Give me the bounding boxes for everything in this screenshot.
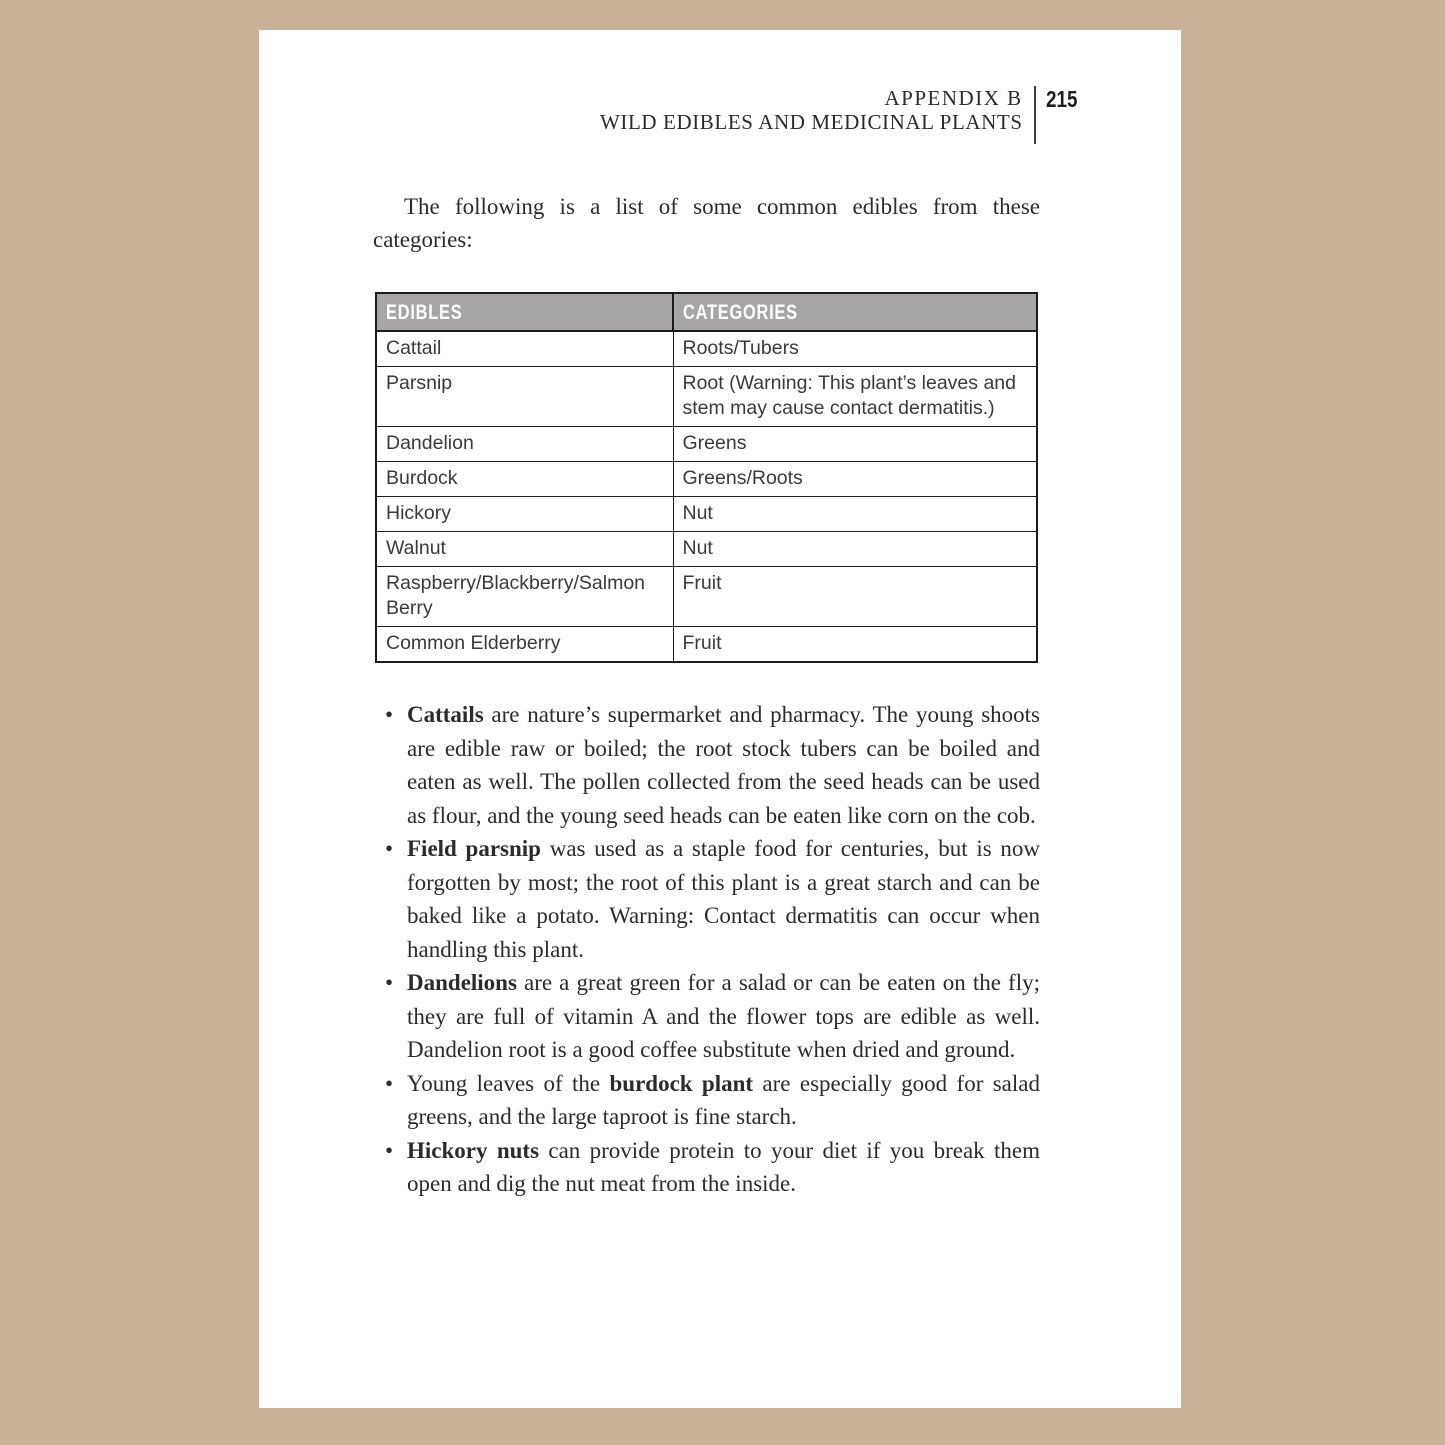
header-divider-rule <box>1034 86 1036 144</box>
bullet-text: are a great green for a salad or can be eaten on the fly; they are full of vitamin A and the flower tops are edible as well. Dandelion root is a good coffee substitute when dried and ground. <box>407 970 1040 1062</box>
edible-cell: Hickory <box>376 497 673 532</box>
edible-cell: Burdock <box>376 462 673 497</box>
page-number: 215 <box>1045 86 1078 112</box>
book-page <box>259 30 1181 1408</box>
appendix-label: APPENDIX B <box>884 86 1023 110</box>
chapter-title: WILD EDIBLES AND MEDICINAL PLANTS <box>599 110 1023 134</box>
edible-cell: Dandelion <box>376 427 673 462</box>
column-header-edibles-label: EDIBLES <box>386 300 463 324</box>
table-row <box>376 497 1037 532</box>
header-titles <box>600 86 1023 134</box>
bullet-text: was used as a staple food for centuries, but is now forgotten by most; the root of this plant is a great starch and can be baked like a potato. Warning: Contact dermatitis can occur when handling this plant. <box>407 836 1040 962</box>
bullet-icon: • <box>385 836 394 861</box>
category-cell: Root (Warning: This plant’s leaves and stem may cause contact dermatitis.) <box>673 367 1037 427</box>
category-cell: Nut <box>673 497 1037 532</box>
edible-cell: Cattail <box>376 331 673 367</box>
bullet-icon: • <box>385 702 394 727</box>
table-row <box>376 567 1037 627</box>
table-row <box>376 331 1037 367</box>
table-row <box>376 427 1037 462</box>
bullet-lead-in: Field parsnip <box>407 836 541 861</box>
list-item <box>385 832 1040 966</box>
list-item <box>385 1134 1040 1201</box>
column-header-edibles <box>376 293 673 331</box>
category-cell: Fruit <box>673 627 1037 663</box>
column-header-categories <box>673 293 1037 331</box>
bullet-text: can provide protein to your diet if you break them open and dig the nut meat from the inside. <box>407 1137 1040 1196</box>
bullet-lead-in: Dandelions <box>407 970 517 995</box>
bullet-text: are especially good for salad greens, and the large taproot is fine starch. <box>407 1070 1040 1129</box>
table-header-row <box>376 293 1037 331</box>
edible-cell: Common Elderberry <box>376 627 673 663</box>
list-item <box>385 966 1040 1067</box>
bullet-text: Young leaves of the <box>407 1070 610 1096</box>
bullet-icon: • <box>385 1070 394 1096</box>
bullet-text: are nature’s supermarket and pharmacy. The young shoots are edible raw or boiled; the root stock tubers can be boiled and eaten as well. The pollen collected from the seed heads can be used as flour, and the young seed heads can be eaten like corn on the cob. <box>407 702 1040 828</box>
category-cell: Nut <box>673 532 1037 567</box>
table-row <box>376 462 1037 497</box>
table-row <box>376 532 1037 567</box>
category-cell: Greens <box>673 427 1037 462</box>
list-item <box>385 698 1040 832</box>
column-header-categories-label: CATEGORIES <box>683 300 798 324</box>
category-cell: Fruit <box>673 567 1037 627</box>
bullet-icon: • <box>385 1137 394 1163</box>
category-cell: Greens/Roots <box>673 462 1037 497</box>
edibles-table <box>375 292 1038 663</box>
bullet-bold-term: burdock plant <box>609 1070 754 1096</box>
list-item <box>385 1067 1040 1134</box>
intro-paragraph: The following is a list of some common edibles from these categories: <box>373 194 1040 252</box>
edible-cell: Parsnip <box>376 367 673 427</box>
table-row <box>376 627 1037 663</box>
edibles-notes-list <box>385 698 1040 1201</box>
bullet-lead-in: Cattails <box>407 702 484 727</box>
table-row <box>376 367 1037 427</box>
edible-cell: Walnut <box>376 532 673 567</box>
bullet-lead-in: Hickory nuts <box>407 1137 540 1163</box>
category-cell: Roots/Tubers <box>673 331 1037 367</box>
bullet-icon: • <box>385 970 394 995</box>
edible-cell: Raspberry/Blackberry/Salmon Berry <box>376 567 673 627</box>
page-header <box>259 86 1181 144</box>
